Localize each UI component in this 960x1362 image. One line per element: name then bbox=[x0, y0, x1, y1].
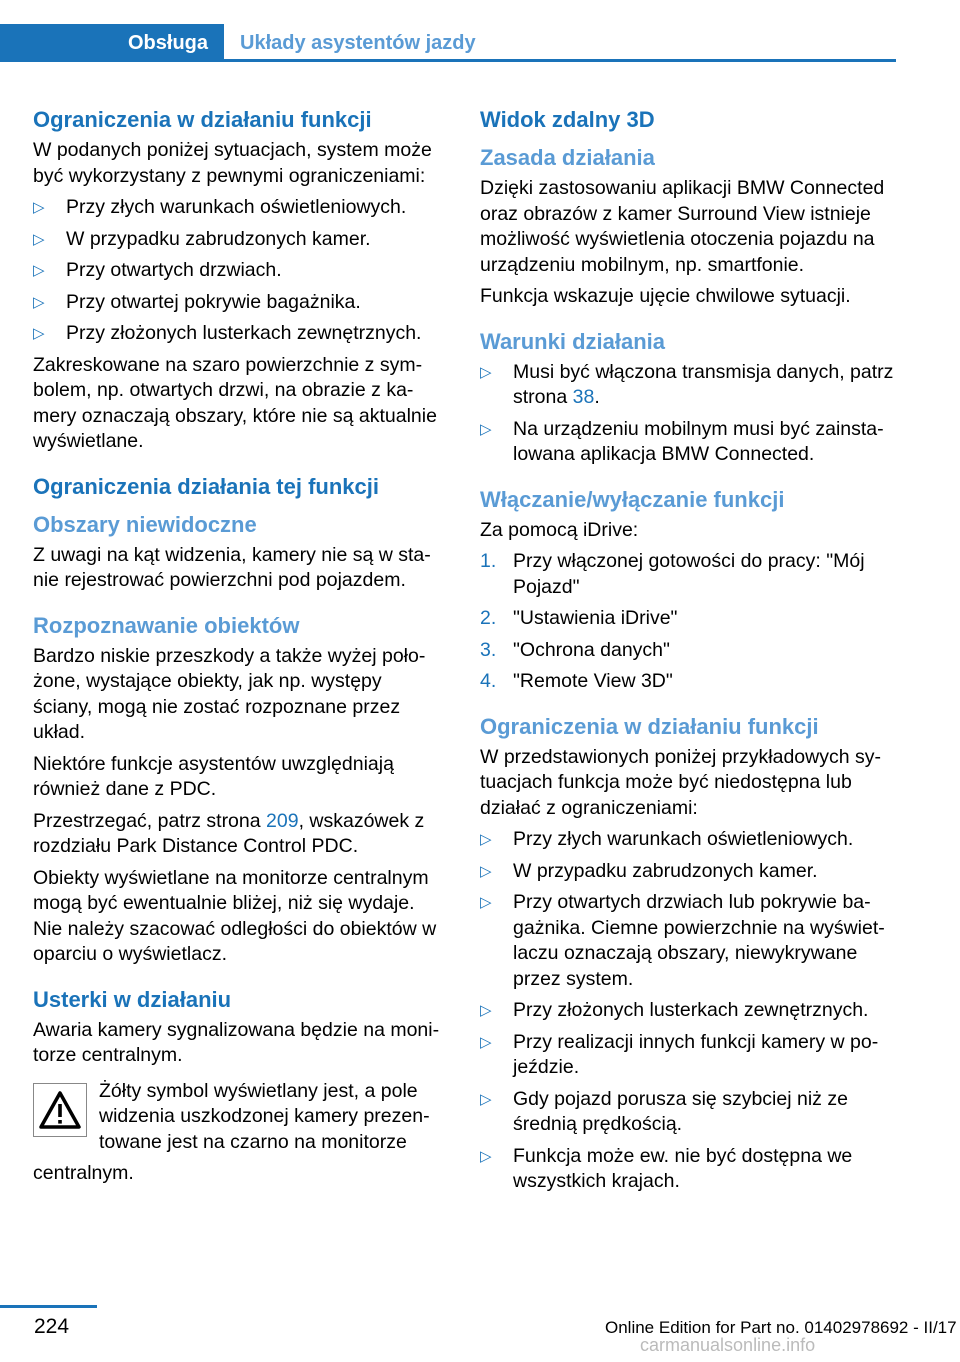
triangle-right-icon: ▷ bbox=[480, 831, 492, 848]
triangle-right-icon: ▷ bbox=[480, 862, 492, 880]
warning-note bbox=[33, 1079, 443, 1156]
paragraph-malfunction: Awaria kamery sygnalizowana będzie na monitorze centralnym. bbox=[33, 1018, 440, 1066]
heading-object-detection: Rozpoznawanie obiektów bbox=[33, 612, 300, 638]
paragraph-limits: W podanych poniżej sytuacjach, system może być wykorzystany z pewnymi ograniczeniami: bbox=[33, 139, 432, 187]
list-item: ▷ Przy otwartych drzwiach. bbox=[33, 258, 443, 284]
triangle-right-icon: ▷ bbox=[33, 325, 45, 342]
step-number: 2. bbox=[480, 607, 497, 629]
header-rule bbox=[224, 59, 896, 62]
warning-text: Żółty symbol wyświetlany jest, a pole widzenia uszkodzonej kamery prezentowane jest na czarno na monitorze bbox=[99, 1079, 430, 1153]
list-item: ▷ Przy realizacji innych funkcji kamery w pojeździe. bbox=[480, 1030, 879, 1078]
left-column bbox=[33, 102, 443, 1193]
paragraph-hatched: Zakreskowane na szaro powierzchnie z symbolem, np. otwartych drzwi, na obrazie z kamery oznaczają obszary, które nie są aktualnie wyświetlane. bbox=[33, 353, 437, 452]
heading-limits: Ograniczenia w działaniu funkcji bbox=[33, 107, 372, 132]
list-item: ▷ Przy złych warunkach oświetleniowych. bbox=[480, 827, 895, 853]
triangle-right-icon: ▷ bbox=[33, 199, 45, 216]
list-item: ▷ Przy złożonych lusterkach zewnętrznych. bbox=[480, 998, 895, 1024]
page-link-209[interactable]: 209 bbox=[266, 809, 299, 832]
page-link-38[interactable]: 38 bbox=[572, 386, 595, 408]
heading-malfunction: Usterki w działaniu bbox=[33, 986, 232, 1012]
triangle-right-icon: ▷ bbox=[480, 1090, 492, 1108]
heading-conditions: Warunki działania bbox=[480, 328, 666, 354]
paragraph-detection-2: Niektóre funkcje asystentów uwzględniają również dane z PDC. bbox=[33, 752, 394, 800]
edition-text: Online Edition for Part no. 01402978692 - II/17 bbox=[605, 1318, 957, 1337]
triangle-right-icon: ▷ bbox=[33, 262, 45, 279]
warning-text-tail: centralnym. bbox=[33, 1162, 134, 1184]
paragraph-toggle: Za pomocą iDrive: bbox=[480, 518, 639, 541]
chapter-tab: Układy asystentów jazdy bbox=[240, 32, 476, 54]
list-item: 4. "Remote View 3D" bbox=[480, 669, 895, 695]
list-item: ▷ Na urządzeniu mobilnym musi być zainstalowana aplikacja BMW Connected. bbox=[480, 417, 884, 465]
heading-remote-view: Widok zdalny 3D bbox=[480, 107, 655, 132]
warning-triangle-icon bbox=[33, 1083, 87, 1137]
list-item: ▷ Przy otwartych drzwiach lub pokrywie bagażnika. Ciemne powierzchnie na wyświetlaczu oznaczają obszary, niewykrywane przez system. bbox=[480, 891, 885, 990]
list-item: ▷ Gdy pojazd porusza się szybciej niż ze średnią prędkością. bbox=[480, 1087, 848, 1135]
heading-limits-2: Ograniczenia w działaniu funkcji bbox=[480, 713, 819, 739]
heading-toggle: Włączanie/wyłączanie funkcji bbox=[480, 486, 785, 512]
footer-rule bbox=[0, 1305, 97, 1308]
list-item: ▷ W przypadku zabrudzonych kamer. bbox=[33, 227, 443, 253]
triangle-right-icon: ▷ bbox=[33, 230, 45, 248]
triangle-right-icon: ▷ bbox=[33, 293, 45, 311]
heading-system-limits: Ograniczenia działania tej funkcji bbox=[33, 473, 379, 499]
page-number: 224 bbox=[34, 1315, 70, 1338]
section-tab: Obsługa bbox=[0, 24, 224, 62]
list-item: 1. Przy włączonej gotowości do pracy: "Mój Pojazd" bbox=[480, 550, 865, 598]
triangle-right-icon: ▷ bbox=[480, 1147, 492, 1165]
list-item: ▷ Musi być włączona transmisja danych, patrz strona 38. bbox=[480, 360, 894, 408]
paragraph-detection-1: Bardzo niskie przeszkody a także wyżej położone, wystające obiekty, jak np. występy ściany, mogą nie zostać rozpoznane przez układ. bbox=[33, 644, 426, 743]
limits2-list bbox=[480, 827, 895, 1195]
triangle-right-icon: ▷ bbox=[480, 363, 492, 381]
watermark: carmanualsonline.info bbox=[640, 1335, 816, 1355]
page-header bbox=[0, 24, 896, 62]
triangle-right-icon: ▷ bbox=[480, 1002, 492, 1019]
triangle-right-icon: ▷ bbox=[480, 894, 492, 911]
right-column bbox=[480, 102, 895, 1201]
heading-invisible-areas: Obszary niewidoczne bbox=[33, 511, 257, 537]
paragraph-principle: Dzięki zastosowaniu aplikacji BMW Connected oraz obrazów z kamer Surround View istnieje możliwość wyświetlenia otoczenia pojazdu na urządzeniu mobilnym, np. smartfonie. bbox=[480, 177, 885, 276]
list-item: ▷ Funkcja może ew. nie być dostępna we wszystkich krajach. bbox=[480, 1144, 853, 1192]
paragraph-invisible: Z uwagi na kąt widzenia, kamery nie są w stanie rejestrować powierzchni pod pojazdem. bbox=[33, 543, 431, 591]
list-item: ▷ Przy otwartej pokrywie bagażnika. bbox=[33, 290, 443, 316]
triangle-right-icon: ▷ bbox=[480, 420, 492, 438]
list-item: ▷ W przypadku zabrudzonych kamer. bbox=[480, 859, 895, 885]
heading-principle: Zasada działania bbox=[480, 145, 655, 170]
paragraph-detection-3: Przestrzegać, patrz strona 209, wskazówek z rozdziału Park Distance Control PDC. bbox=[33, 809, 425, 857]
step-number: 4. bbox=[480, 670, 497, 692]
list-item: ▷ Przy złych warunkach oświetleniowych. bbox=[33, 195, 443, 221]
paragraph-limits-2: W przedstawionych poniżej przykładowych sytuacjach funkcja może być niedostępna lub działać z ograniczeniami: bbox=[480, 745, 881, 819]
paragraph-snapshot: Funkcja wskazuje ujęcie chwilowe sytuacji. bbox=[480, 285, 851, 307]
list-item: 3. "Ochrona danych" bbox=[480, 638, 895, 664]
triangle-right-icon: ▷ bbox=[480, 1033, 492, 1051]
list-item: 2. "Ustawienia iDrive" bbox=[480, 606, 895, 632]
list-item: ▷ Przy złożonych lusterkach zewnętrznych. bbox=[33, 321, 443, 347]
steps-list bbox=[480, 549, 895, 695]
step-number: 3. bbox=[480, 638, 497, 661]
step-number: 1. bbox=[480, 550, 497, 572]
paragraph-detection-4: Obiekty wyświetlane na monitorze centralnym mogą być ewentualnie bliżej, niż się wydaje. Nie należy szacować odległości do obiektów w oparciu o wyświetlacz. bbox=[33, 866, 437, 965]
conditions-list bbox=[480, 360, 895, 468]
limits-list bbox=[33, 195, 443, 347]
